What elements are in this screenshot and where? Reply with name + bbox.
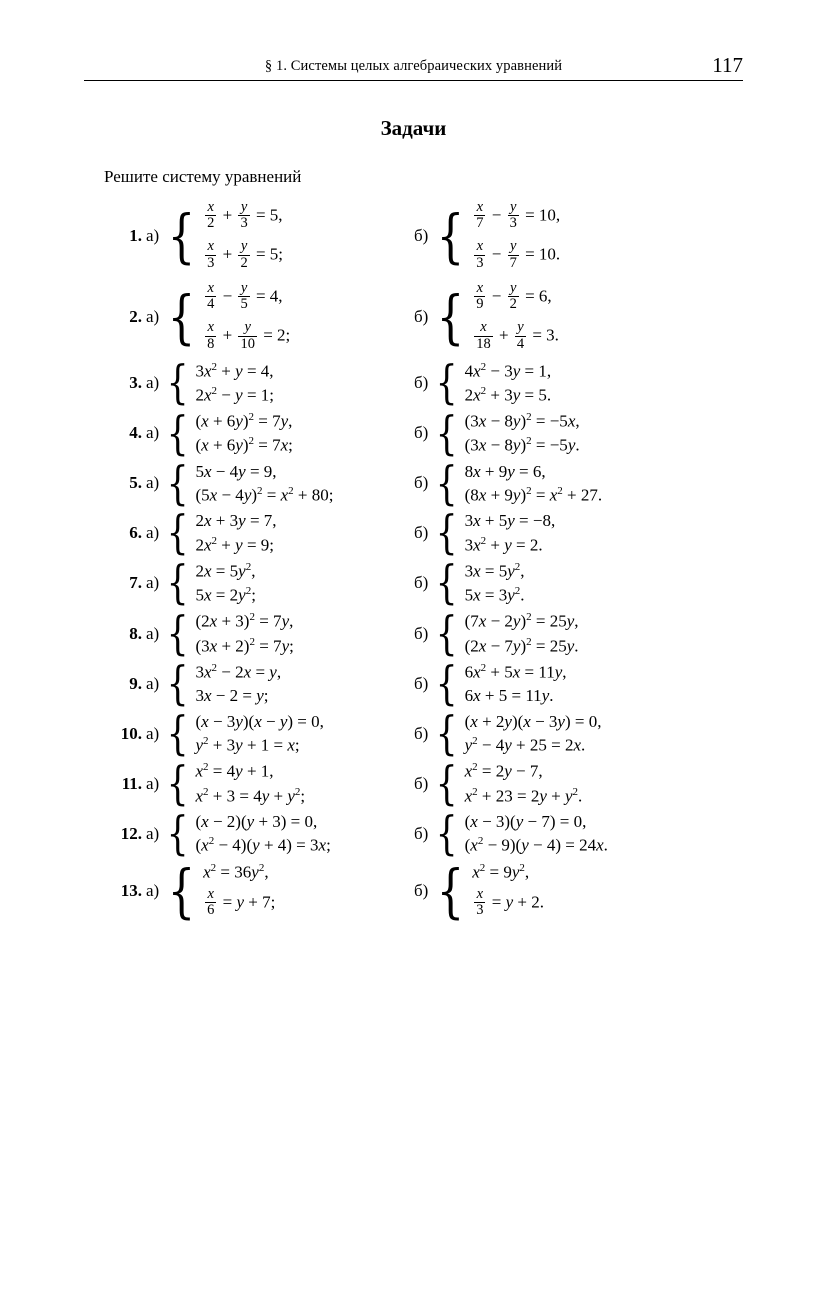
problem-row <box>84 455 743 510</box>
problem-number: 5. <box>129 473 142 493</box>
system-brace-icon: { <box>435 655 458 710</box>
system-brace-icon: { <box>436 282 465 351</box>
equation-group <box>465 460 603 508</box>
equation: (x − 3)(y − 7) = 0, <box>464 811 587 831</box>
problem-part-a <box>84 455 404 510</box>
equation: $\frac{x}{3}$ − $\frac{y}{7}$ = 10. <box>476 238 561 271</box>
equation: $x^2 = 4y + 1$, <box>195 761 274 782</box>
problem-row <box>84 705 743 760</box>
problem-part-b <box>404 755 734 810</box>
equation: 5x − 4y = 9, <box>195 461 277 481</box>
problem-row <box>84 197 743 276</box>
equation-group <box>465 710 602 758</box>
problem-part-b <box>404 197 734 276</box>
part-label: а) <box>146 423 160 443</box>
problem-part-a <box>84 655 404 710</box>
system-brace-icon: { <box>435 555 458 610</box>
part-label: а) <box>146 823 160 843</box>
equation: 6x + 5 = 11y. <box>464 686 554 706</box>
problem-number: 1. <box>129 226 142 246</box>
problem-row <box>84 555 743 610</box>
problem-number: 13. <box>120 881 142 901</box>
equation: $(3x - 8y)^2 = -5y$. <box>464 435 580 456</box>
system-brace-icon: { <box>435 755 458 810</box>
system-brace-icon: { <box>166 605 189 660</box>
equation: (x − 3y)(x − y) = 0, <box>195 711 324 731</box>
problem-part-b <box>404 555 734 610</box>
page-number: 117 <box>712 53 743 77</box>
equation-group <box>472 278 559 357</box>
part-label: а) <box>146 673 160 693</box>
equation: $\frac{x}{4}$ − $\frac{y}{5}$ = 4, <box>207 279 283 313</box>
equation-group <box>196 810 331 858</box>
system-brace-icon: { <box>166 505 189 560</box>
part-label: а) <box>146 372 160 392</box>
equation-group <box>196 609 294 657</box>
equation-group <box>465 660 567 708</box>
equation: $3x^2 - 2x = y$, <box>195 661 282 682</box>
problem-row <box>84 856 743 925</box>
equation-group <box>465 409 580 457</box>
part-label: б) <box>414 773 429 793</box>
problem-number: 8. <box>129 623 142 643</box>
equation-group <box>465 609 579 657</box>
equation: $5x = 3y^2$. <box>464 585 525 605</box>
problem-number: 7. <box>129 573 142 593</box>
equation: $x^2 + 3 = 4y + y^2$; <box>195 785 306 806</box>
problem-part-a <box>84 755 404 810</box>
problem-part-b <box>404 805 734 860</box>
part-label: а) <box>146 573 160 593</box>
equation-group <box>465 509 556 557</box>
running-head <box>84 53 743 88</box>
problem-number: 2. <box>129 307 142 327</box>
equation: $3x^2 + y = 2$. <box>464 534 543 555</box>
system-brace-icon: { <box>166 355 189 410</box>
equation: (x − 2)(y + 3) = 0, <box>195 811 318 831</box>
problem-part-b <box>404 856 734 925</box>
equation: $\frac{x}{9}$ − $\frac{y}{2}$ = 6, <box>476 279 552 313</box>
problem-part-a <box>84 197 404 276</box>
equation-group <box>203 278 290 357</box>
part-label: б) <box>414 673 429 693</box>
problem-part-b <box>404 605 734 660</box>
equation: $x^2 = 2y - 7$, <box>464 761 543 782</box>
part-label: б) <box>414 307 429 327</box>
part-label: б) <box>414 226 429 246</box>
equation: $4x^2 - 3y = 1$, <box>464 360 552 381</box>
equation: $\frac{x}{6}$ = y + 7; <box>207 885 276 918</box>
equation: $6x^2 + 5x = 11y$, <box>464 661 567 682</box>
problem-row <box>84 355 743 410</box>
instruction-text: Решите систему уравнений <box>104 167 302 186</box>
problem-number: 9. <box>129 673 142 693</box>
system-brace-icon: { <box>435 405 458 460</box>
problem-number: 3. <box>129 372 142 392</box>
equation-group <box>196 660 282 708</box>
problem-part-a <box>84 705 404 760</box>
system-brace-icon: { <box>435 355 458 410</box>
equation: $\frac{x}{3}$ = y + 2. <box>476 885 544 918</box>
equation: $\frac{x}{8}$ + $\frac{y}{10}$ = 2; <box>207 319 291 352</box>
problem-part-a <box>84 555 404 610</box>
equation-group <box>196 359 275 407</box>
problem-part-a <box>84 278 404 357</box>
equation-group <box>196 460 334 508</box>
equation: $x^2 = 9y^2$, <box>472 861 530 882</box>
problem-row <box>84 278 743 357</box>
equation: $2x^2 - y = 1$; <box>195 384 274 405</box>
equation: $(x + 6y)^2 = 7y$, <box>195 411 293 431</box>
document-page <box>0 53 827 1303</box>
problem-part-a <box>84 405 404 460</box>
problem-part-a <box>84 505 404 560</box>
problem-part-b <box>404 355 734 410</box>
problem-part-a <box>84 805 404 860</box>
problem-part-b <box>404 405 734 460</box>
part-label: а) <box>146 523 160 543</box>
problem-number: 4. <box>129 423 142 443</box>
problem-part-b <box>404 278 734 357</box>
problem-part-b <box>404 455 734 510</box>
part-label: а) <box>146 773 160 793</box>
equation-group <box>196 559 256 607</box>
equation-group <box>196 409 293 457</box>
system-brace-icon: { <box>435 805 458 860</box>
part-label: а) <box>146 723 160 743</box>
part-label: а) <box>146 226 160 246</box>
part-label: а) <box>146 881 160 901</box>
equation: 2x + 3y = 7, <box>195 511 277 531</box>
problem-part-b <box>404 655 734 710</box>
problem-part-a <box>84 856 404 925</box>
equation-group <box>203 860 275 924</box>
problem-row <box>84 505 743 560</box>
equation: $y^2 + 3y + 1 = x$; <box>195 735 300 755</box>
equation: $x^2 + 23 = 2y + y^2$. <box>464 785 583 806</box>
equation: $\frac{x}{18}$ + $\frac{y}{4}$ = 3. <box>476 319 559 352</box>
problem-number: 10. <box>120 723 142 743</box>
equation: $(7x - 2y)^2 = 25y$, <box>464 611 579 632</box>
system-brace-icon: { <box>435 605 458 660</box>
equation-group <box>196 759 306 807</box>
part-label: б) <box>414 473 429 493</box>
equation-group <box>472 197 560 276</box>
system-brace-icon: { <box>436 201 465 270</box>
equation: $x^2 = 36y^2$, <box>203 861 269 882</box>
system-brace-icon: { <box>167 201 196 270</box>
equation: $3x = 5y^2$, <box>464 561 525 581</box>
part-label: б) <box>414 523 429 543</box>
equation: 3x + 5y = −8, <box>464 511 556 531</box>
system-brace-icon: { <box>166 655 189 710</box>
problem-row <box>84 405 743 460</box>
problem-row <box>84 655 743 710</box>
system-brace-icon: { <box>435 455 458 510</box>
problem-row <box>84 755 743 810</box>
part-label: б) <box>414 823 429 843</box>
system-brace-icon: { <box>167 282 196 351</box>
equation-group <box>465 559 525 607</box>
equation: $(8x + 9y)^2 = x^2 + 27$. <box>464 485 603 505</box>
equation-group <box>472 860 544 924</box>
problem-number: 12. <box>120 823 142 843</box>
equation: $(2x + 3)^2 = 7y$, <box>195 611 294 632</box>
system-brace-icon: { <box>166 755 189 810</box>
problem-part-b <box>404 705 734 760</box>
equation: 8x + 9y = 6, <box>464 461 546 481</box>
part-label: б) <box>414 723 429 743</box>
part-label: а) <box>146 623 160 643</box>
equation: $\frac{x}{3}$ + $\frac{y}{2}$ = 5; <box>207 238 284 271</box>
part-label: б) <box>414 623 429 643</box>
problem-part-a <box>84 355 404 410</box>
equation: $(x^2 - 4)(y + 4) = 3x$; <box>195 835 331 855</box>
system-brace-icon: { <box>436 856 465 925</box>
system-brace-icon: { <box>166 405 189 460</box>
equation-group <box>465 359 552 407</box>
system-brace-icon: { <box>166 555 189 610</box>
problem-number: 6. <box>129 523 142 543</box>
equation-group <box>203 197 283 276</box>
system-brace-icon: { <box>435 505 458 560</box>
problem-part-b <box>404 505 734 560</box>
part-label: б) <box>414 372 429 392</box>
part-label: а) <box>146 307 160 327</box>
equation: (x + 2y)(x − 3y) = 0, <box>464 711 602 731</box>
problem-row <box>84 605 743 660</box>
system-brace-icon: { <box>166 805 189 860</box>
equation: $(x^2 - 9)(y - 4) = 24x$. <box>464 835 608 855</box>
equation: $5x = 2y^2$; <box>195 585 256 605</box>
part-label: б) <box>414 573 429 593</box>
system-brace-icon: { <box>167 856 196 925</box>
system-brace-icon: { <box>166 455 189 510</box>
problem-number: 11. <box>121 773 142 793</box>
equation-group <box>465 759 583 807</box>
equation: 3x − 2 = y; <box>195 686 269 706</box>
equation: $2x = 5y^2$, <box>195 561 256 581</box>
problem-part-a <box>84 605 404 660</box>
equation: $2x^2 + y = 9$; <box>195 534 274 555</box>
problem-row <box>84 805 743 860</box>
equation-group <box>196 710 324 758</box>
running-head-title: § 1. Системы целых алгебраических уравнений <box>264 58 563 74</box>
equation: $3x^2 + y = 4$, <box>195 360 274 381</box>
equation: $(5x - 4y)^2 = x^2 + 80$; <box>195 485 334 505</box>
equation-group <box>465 810 608 858</box>
header-rule <box>84 80 743 81</box>
part-label: а) <box>146 473 160 493</box>
equation: $(x + 6y)^2 = 7x$; <box>195 435 293 456</box>
section-title: Задачи <box>380 116 447 140</box>
equation: $2x^2 + 3y = 5$. <box>464 384 552 405</box>
part-label: б) <box>414 881 429 901</box>
system-brace-icon: { <box>166 705 189 760</box>
equation: $\frac{x}{7}$ − $\frac{y}{3}$ = 10, <box>476 199 561 232</box>
part-label: б) <box>414 423 429 443</box>
equation: $y^2 - 4y + 25 = 2x$. <box>464 735 586 755</box>
problem-list <box>84 197 743 923</box>
equation: $(3x - 8y)^2 = -5x$, <box>464 411 580 431</box>
system-brace-icon: { <box>435 705 458 760</box>
equation: $\frac{x}{2}$ + $\frac{y}{3}$ = 5, <box>207 199 283 232</box>
equation: $(3x + 2)^2 = 7y$; <box>195 635 294 656</box>
equation: $(2x - 7y)^2 = 25y$. <box>464 635 579 656</box>
equation-group <box>196 509 277 557</box>
